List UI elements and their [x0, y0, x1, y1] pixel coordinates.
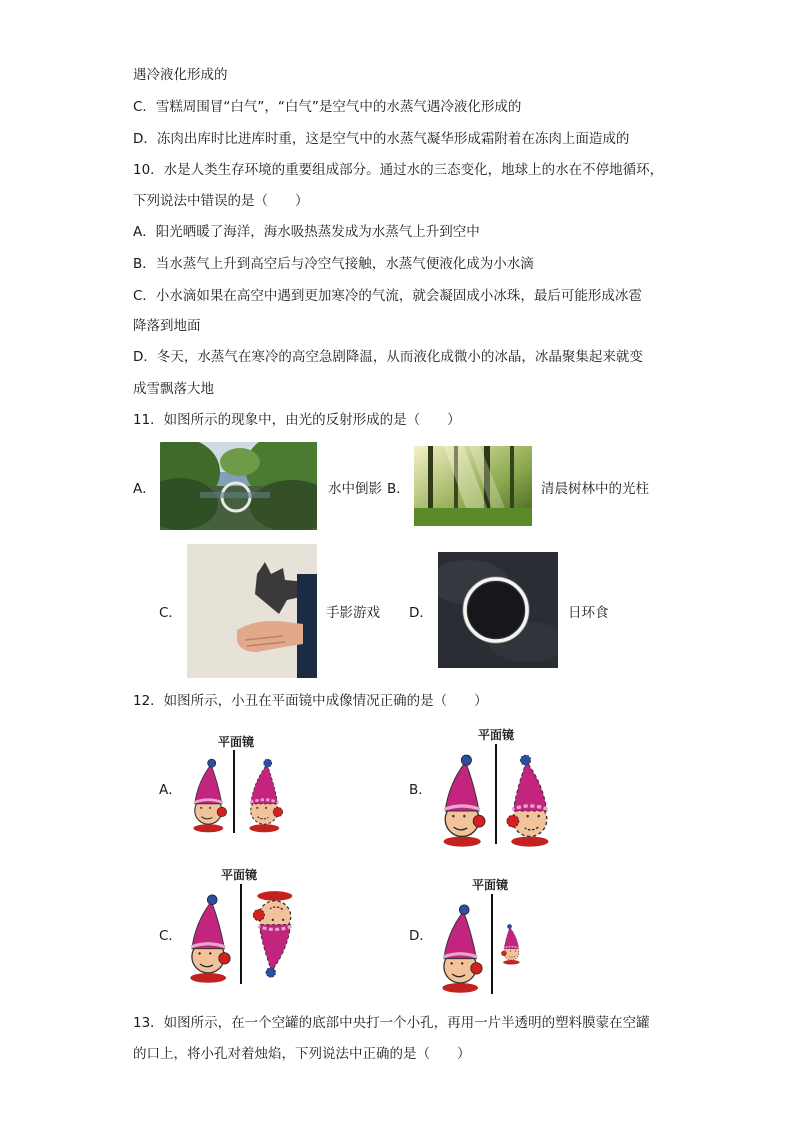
q11-a-caption: 水中倒影 [328, 481, 382, 497]
mirror-line-c [240, 884, 242, 984]
clown-object-b [434, 750, 492, 850]
q10-option-d-cont: 成雪飘落大地 [133, 381, 214, 397]
clown-image-c [248, 888, 300, 982]
q10-option-c: C．小水滴如果在高空中遇到更加寒冷的气流，就会凝固成小冰珠，最后可能形成冰雹 [133, 288, 642, 304]
q12-c-label: C． [159, 928, 182, 944]
question-12: 12．如图所示，小丑在平面镜中成像情况正确的是（ ） [133, 693, 488, 709]
q10-option-d: D．冬天，水蒸气在寒冷的高空急剧降温，从而液化成微小的冰晶，冰晶聚集起来就变 [133, 349, 643, 365]
question-11: 11．如图所示的现象中，由光的反射形成的是（ ） [133, 412, 461, 428]
q11-b-label: B． [387, 481, 410, 497]
mirror-line-b [495, 744, 497, 844]
clown-image-a [240, 755, 290, 835]
clown-object-c [180, 890, 238, 986]
question-10-cont: 下列说法中错误的是（ ） [133, 193, 309, 209]
q11-d-caption: 日环食 [568, 605, 609, 621]
q12-b-label: B． [409, 782, 432, 798]
q11-c-caption: 手影游戏 [326, 605, 380, 621]
mirror-label-c: 平面镜 [221, 868, 258, 882]
annular-eclipse-image [438, 552, 558, 668]
q12-d-label: D． [409, 928, 433, 944]
clown-object-a [184, 755, 234, 835]
mirror-label-d: 平面镜 [472, 878, 509, 892]
mirror-label-b: 平面镜 [478, 728, 515, 742]
question-10: 10．水是人类生存环境的重要组成部分。通过水的三态变化，地球上的水在不停地循环， [133, 162, 664, 178]
q12-a-label: A． [159, 782, 182, 798]
mirror-label-a: 平面镜 [218, 735, 255, 749]
q11-c-label: C． [159, 605, 182, 621]
forest-light-beams-image [414, 446, 532, 526]
q11-a-label: A． [133, 481, 156, 497]
hand-shadow-image [187, 544, 317, 678]
question-13: 13．如图所示，在一个空罐的底部中央打一个小孔，再用一片半透明的塑料膜蒙在空罐 [133, 1015, 650, 1031]
water-reflection-image [160, 442, 317, 530]
q10-option-c-cont: 降落到地面 [133, 318, 201, 334]
q11-b-caption: 清晨树林中的光柱 [541, 481, 649, 497]
text-line-1: 遇冷液化形成的 [133, 67, 228, 83]
text-line-3: D．冻肉出库时比进库时重，这是空气中的水蒸气凝华形成霜附着在冻肉上面造成的 [133, 131, 630, 147]
text-line-2: C．雪糕周围冒“白气”，“白气”是空气中的水蒸气遇冷液化形成的 [133, 99, 522, 115]
question-13-cont: 的口上，将小孔对着烛焰，下列说法中正确的是（ ） [133, 1046, 471, 1062]
q10-option-a: A．阳光晒暖了海洋，海水吸热蒸发成为水蒸气上升到空中 [133, 224, 480, 240]
clown-image-d [499, 922, 523, 966]
clown-image-b [500, 750, 558, 850]
clown-object-d [432, 900, 490, 996]
mirror-line-d [491, 894, 493, 994]
q11-d-label: D． [409, 605, 433, 621]
q10-option-b: B．当水蒸气上升到高空后与冷空气接触，水蒸气便液化成为小水滴 [133, 256, 534, 272]
